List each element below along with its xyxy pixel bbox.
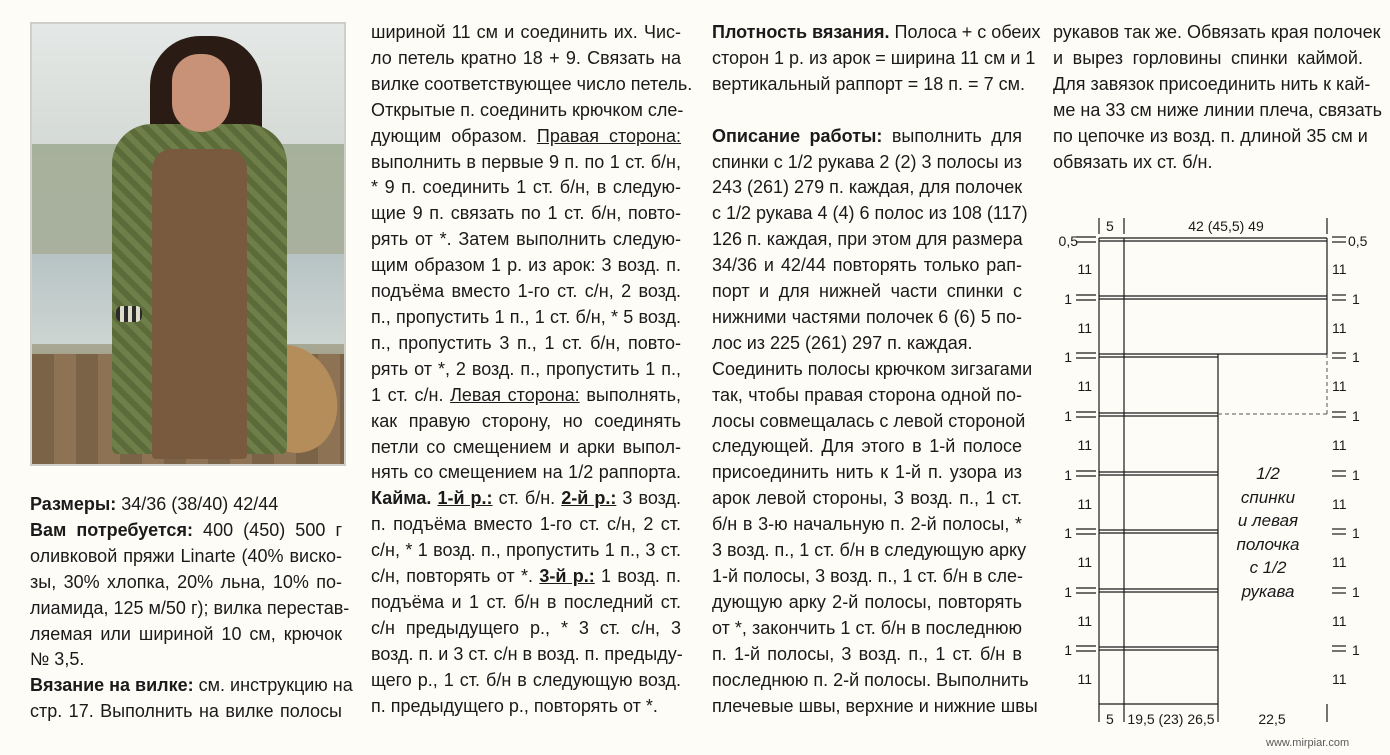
text-line: следующей. Для этого в 1-й полосе xyxy=(712,436,1022,457)
text-line: с/н, * 1 возд. п., пропустить 1 п., 3 ст. xyxy=(371,540,681,561)
border-label: Кайма. xyxy=(371,488,432,509)
left-side-label: Левая сторона: xyxy=(450,384,580,405)
dim-eleven: 11 xyxy=(1077,496,1092,512)
dim-top-left: 5 xyxy=(1106,218,1114,234)
label-line: спинки xyxy=(1240,487,1296,507)
text-line: и вырез горловины спинки каймой. xyxy=(1053,47,1363,68)
dim-eleven: 11 xyxy=(1332,554,1347,570)
text-line: дующую арку 2-й полосы, повторять xyxy=(712,591,1022,612)
fork-line xyxy=(30,673,353,699)
text-line: 243 (261) 279 п. каждая, для полочек xyxy=(712,177,1023,198)
right-labels xyxy=(1332,261,1360,687)
row2-label: 2-й р.: xyxy=(561,488,617,509)
text-line: арок левой стороны, 3 возд. п., 1 ст. xyxy=(712,488,1022,509)
text-line: ло петель кратно 18 + 9. Связать на xyxy=(371,47,681,68)
need-label: Вам потребуется: xyxy=(30,519,193,540)
text-line: как правую сторону, но соединять xyxy=(371,410,681,431)
dim-bottom-right: 22,5 xyxy=(1258,711,1286,727)
text-fragment: дующим образом. xyxy=(371,125,537,146)
sizes-label: Размеры: xyxy=(30,494,117,514)
label-line: с 1/2 xyxy=(1249,558,1287,577)
text-line: плечевые швы, верхние и нижние швы xyxy=(712,695,1038,716)
column-4 xyxy=(1053,20,1383,175)
text-line: присоединить нить к 1-й п. узора из xyxy=(712,462,1022,483)
text-line: от *, закончить 1 ст. б/н в последнюю xyxy=(712,617,1022,638)
text-line xyxy=(371,383,681,409)
dim-one: 1 xyxy=(1352,349,1360,365)
need-line xyxy=(30,518,342,544)
column-3 xyxy=(712,20,1041,719)
photo-dress xyxy=(152,149,247,459)
label-line: и левая xyxy=(1237,511,1299,530)
text-line: Открытые п. соединить крючком сле- xyxy=(371,99,684,120)
dim-eleven: 11 xyxy=(1077,613,1092,629)
dim-one: 1 xyxy=(1352,408,1360,424)
text-line: рукавов так же. Обвязать края полочек xyxy=(1053,22,1381,42)
dim-one: 1 xyxy=(1064,291,1072,307)
text-fragment: 1 ст. с/н. xyxy=(371,384,451,405)
text-line: шириной 11 см и соединить их. Чис- xyxy=(371,22,681,42)
pattern-schematic xyxy=(1050,210,1390,730)
text-line: ме на 33 см ниже линии плеча, связать xyxy=(1053,99,1383,120)
text-line: 126 п. каждая, при этом для размера xyxy=(712,229,1023,250)
text-fragment: 1 возд. п. xyxy=(594,566,682,587)
dim-one: 1 xyxy=(1064,467,1072,483)
density-label: Плотность вязания. xyxy=(712,22,890,42)
text-line: б/н в 3-ю начальную п. 2-й полосы, * xyxy=(712,514,1022,535)
text-line: выполнить в первые 9 п. по 1 ст. б/н, xyxy=(371,151,681,172)
dim-one: 1 xyxy=(1352,525,1360,541)
text-line: щим образом 1 р. из арок: 3 возд. п. xyxy=(371,255,681,276)
dim-eleven: 11 xyxy=(1077,554,1092,570)
text-line: с 1/2 рукава 4 (4) 6 полос из 108 (117) xyxy=(712,203,1028,224)
text-line: подъёма и 1 ст. б/н в последний ст. xyxy=(371,591,681,612)
row1-label: 1-й р.: xyxy=(437,488,493,509)
dim-eleven: 11 xyxy=(1077,378,1092,394)
watermark: www.mirpiar.com xyxy=(1266,737,1350,749)
text-line: рять от *. Затем выполнить следую- xyxy=(371,229,681,250)
text-line: вертикальный раппорт = 18 п. = 7 см. xyxy=(712,73,1025,94)
model-photo xyxy=(30,22,346,466)
desc-label: Описание работы: xyxy=(712,125,883,146)
text-line: нижними частями полочек 6 (6) 5 по- xyxy=(712,306,1022,327)
text-line: Для завязок присоединить нить к кай- xyxy=(1053,73,1371,94)
text-line: п. 1-й полосы, 3 возд. п., 1 ст. б/н в xyxy=(712,643,1022,664)
text-line: 1-й полосы, 3 возд. п., 1 ст. б/н в сле- xyxy=(712,566,1023,587)
label-line: полочка xyxy=(1236,534,1300,554)
dim-eleven: 11 xyxy=(1332,613,1347,629)
text-line: с/н предыдущего р., * 3 ст. с/н, 3 xyxy=(371,617,681,638)
text-line: лосы совмещалась с левой стороной xyxy=(712,410,1026,431)
dim-one: 1 xyxy=(1352,467,1360,483)
text-line: сторон 1 р. из арок = ширина 11 см и 1 xyxy=(712,47,1036,68)
text-line: по цепочке из возд. п. длиной 35 см и xyxy=(1053,125,1368,146)
text-line: ляемая или шириной 10 см, крючок xyxy=(30,623,342,644)
dim-eleven: 11 xyxy=(1077,671,1092,687)
text-line: рять от *, 2 возд. п., пропустить 1 п., xyxy=(371,358,681,379)
dim-eleven: 11 xyxy=(1332,378,1347,394)
text-line: последнюю п. 2-й полосы. Выполнить xyxy=(712,669,1029,690)
dim-one: 1 xyxy=(1064,642,1072,658)
label-line: 1/2 xyxy=(1256,464,1280,483)
left-labels xyxy=(1064,261,1092,687)
text-line: стр. 17. Выполнить на вилке полосы xyxy=(30,701,342,722)
text-fragment: 3 возд. xyxy=(616,488,682,509)
text-line xyxy=(371,124,681,150)
text-line: возд. п. и 3 ст. с/н в возд. п. предыду- xyxy=(371,643,683,664)
schematic-part-label xyxy=(1228,462,1308,603)
text-line: щие 9 п. связать по 1 ст. б/н, повто- xyxy=(371,203,681,224)
dim-eleven: 11 xyxy=(1332,496,1347,512)
text-line: нять со смещением на 1/2 раппорта. xyxy=(371,462,681,483)
text-fragment: Полоса + с обеих xyxy=(889,22,1041,42)
density-line xyxy=(712,20,1041,46)
dim-bottom-mid: 19,5 (23) 26,5 xyxy=(1127,711,1215,727)
dim-half-right: 0,5 xyxy=(1348,233,1368,249)
text-fragment: выполнять, xyxy=(579,384,681,405)
column-1 xyxy=(30,492,353,725)
sizes-line xyxy=(30,492,342,518)
text-fragment: с/н, повторять от *. xyxy=(371,566,540,587)
photo-bracelet xyxy=(116,306,142,322)
text-line xyxy=(371,564,681,590)
dim-eleven: 11 xyxy=(1077,320,1092,336)
label-line: рукава xyxy=(1241,581,1295,601)
dim-half-left: 0,5 xyxy=(1058,233,1078,249)
dim-eleven: 11 xyxy=(1332,261,1347,277)
text-line: лиамида, 125 м/50 г); вилка перестав- xyxy=(30,597,350,618)
text-line: порт и для нижней части спинки с xyxy=(712,281,1022,302)
dim-one: 1 xyxy=(1064,525,1072,541)
text-line: петли со смещением и арки выпол- xyxy=(371,436,681,457)
dim-one: 1 xyxy=(1352,584,1360,600)
text-line: зы, 30% хлопка, 20% льна, 10% по- xyxy=(30,571,342,592)
dim-one: 1 xyxy=(1352,291,1360,307)
text-line: п., пропустить 3 п., 1 ст. б/н, повто- xyxy=(371,332,681,353)
text-line: 34/36 и 42/44 повторять только рап- xyxy=(712,255,1022,276)
dim-one: 1 xyxy=(1064,584,1072,600)
dim-eleven: 11 xyxy=(1332,320,1347,336)
blank-line xyxy=(712,98,1022,124)
text-line: 3 возд. п., 1 ст. б/н в следующую арку xyxy=(712,540,1027,561)
text-line: щего р., 1 ст. б/н в следующую возд. xyxy=(371,669,681,690)
dim-eleven: 11 xyxy=(1332,671,1347,687)
sizes-value: 34/36 (38/40) 42/44 xyxy=(116,494,279,514)
dim-top-right: 42 (45,5) 49 xyxy=(1188,218,1264,234)
column-2 xyxy=(371,20,693,719)
text-line: обвязать их ст. б/н. xyxy=(1053,151,1213,172)
text-line: п. предыдущего р., повторять от *. xyxy=(371,695,658,716)
text-fragment: ст. б/н. xyxy=(492,488,562,509)
text-line: спинки с 1/2 рукава 2 (2) 3 полосы из xyxy=(712,151,1022,172)
row3-label: 3-й р.: xyxy=(539,566,595,587)
dim-eleven: 11 xyxy=(1077,261,1092,277)
text-line: Соединить полосы крючком зигзагами xyxy=(712,358,1033,379)
text-line: № 3,5. xyxy=(30,649,85,670)
text-line: п. подъёма вместо 1-го ст. с/н, 2 ст. xyxy=(371,514,681,535)
text-line: подъёма вместо 1-го ст. с/н, 2 возд. xyxy=(371,281,681,302)
text-line: см. инструкцию на xyxy=(193,675,353,696)
text-line: 400 (450) 500 г xyxy=(192,519,343,540)
text-line: лос из 225 (261) 297 п. каждая. xyxy=(712,332,973,353)
right-side-label: Правая сторона: xyxy=(536,125,682,146)
text-line: * 9 п. соединить 1 ст. б/н, в следую- xyxy=(371,177,681,198)
dim-eleven: 11 xyxy=(1077,437,1092,453)
text-line: вилке соответствующее число петель. xyxy=(371,73,693,94)
dim-one: 1 xyxy=(1064,349,1072,365)
dim-eleven: 11 xyxy=(1332,437,1347,453)
text-fragment: выполнить для xyxy=(882,125,1022,146)
dim-one: 1 xyxy=(1352,642,1360,658)
photo-model-face xyxy=(172,54,230,132)
schematic-svg xyxy=(1050,210,1390,730)
text-line: оливковой пряжи Linarte (40% вискo- xyxy=(30,545,342,566)
text-line: п., пропустить 1 п., 1 ст. б/н, * 5 возд. xyxy=(371,306,681,327)
desc-line xyxy=(712,124,1022,150)
dim-bottom-left: 5 xyxy=(1106,711,1114,727)
text-line: так, чтобы правая сторона одной по- xyxy=(712,384,1022,405)
fork-label: Вязание на вилке: xyxy=(30,675,194,696)
dim-one: 1 xyxy=(1064,408,1072,424)
border-line xyxy=(371,486,681,512)
